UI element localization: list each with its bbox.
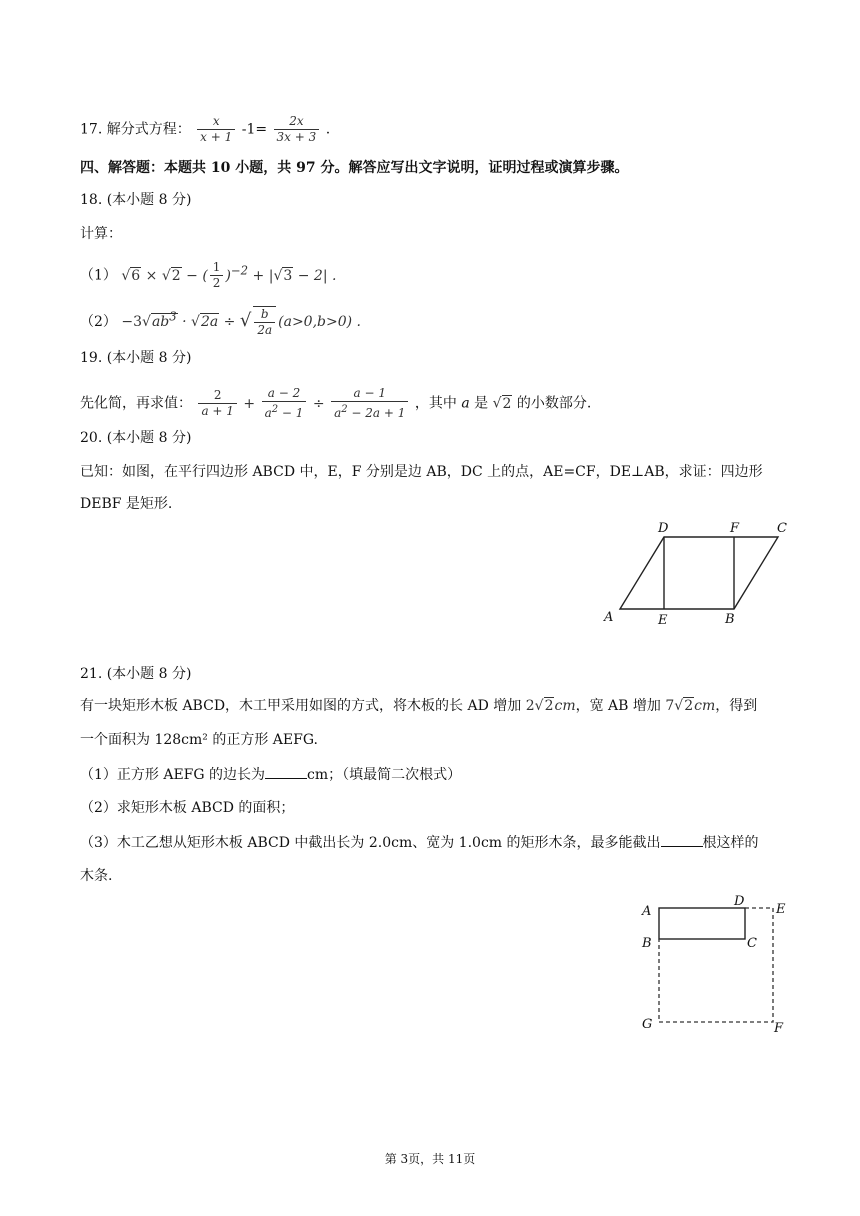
q20-heading: 20. (本小题 8 分) [80, 430, 192, 446]
label-a: A [604, 610, 614, 625]
label-b: B [642, 936, 652, 951]
q21-heading: 21. (本小题 8 分) [80, 666, 192, 682]
q19-line: 先化简，再求值： $\frac{2}{a + 1}$ + $\frac{a - 2}{a^2 - 1}$ ÷ $\frac{a - 1}{a^2 - 2a + 1}$ ，其中 a 是 √2 的小数部分. [80, 386, 592, 420]
q20-parallelogram-figure [596, 516, 796, 632]
q20-line-2: DEBF 是矩形. [80, 496, 173, 512]
q17-line: 17. 解分式方程： $\frac{x}{x + 1}$ -1= $\frac{2x}{3x + 3}$ . [80, 114, 331, 144]
q20-line-1: 已知：如图，在平行四边形 ABCD 中，E，F 分别是边 AB，DC 上的点，AE=CF，DE⊥AB，求证：四边形 [80, 464, 763, 480]
label-c: C [777, 521, 787, 536]
q21-part-2: （2）求矩形木板 ABCD 的面积； [80, 800, 295, 816]
q18-expr-2: $-3√ab^3 \cdot √2a$ ÷ √ $\frac{b}{2a}$ (a>0,b>0) . [121, 307, 361, 337]
q21-part-3: （3）木工乙想从矩形木板 ABCD 中截出长为 2.0cm、宽为 1.0cm 的矩形木条，最多能截出 根这样的 [80, 832, 759, 853]
q18-expr-1: √6 × √2 − ( $\frac{1}{2}$ )$^{-2}$ + |√3 − 2| . [121, 260, 337, 291]
section-4-heading: 四、解答题：本题共 10 小题，共 97 分。解答应写出文字说明，证明过程或演算步骤。 [80, 160, 629, 176]
label-b: B [725, 612, 735, 627]
q21-part-3-end: 木条. [80, 868, 113, 884]
label-g: G [642, 1017, 653, 1032]
q17-fraction-1: $\frac{x}{x + 1}$ [197, 114, 235, 145]
q18-calc-label: 计算： [80, 226, 122, 242]
q18-part-2: $(2) -3√ab^3 \cdot √2a$ ÷ √ $\frac{b}{2a}$ (a>0,b>0) . [80, 307, 361, 337]
q17-mid: -1= [237, 121, 268, 138]
label-f: F [774, 1021, 784, 1036]
answer-blank-2[interactable] [661, 832, 703, 847]
q19-heading: 19. (本小题 8 分) [80, 350, 192, 366]
q17-fraction-2: $\frac{2x}{3x + 3}$ [274, 114, 320, 145]
label-a: A [642, 904, 652, 919]
label-f: F [730, 521, 740, 536]
label-e: E [776, 902, 786, 917]
q21-square-figure [634, 892, 804, 1038]
label-c: C [747, 936, 757, 951]
q18-heading: 18. (本小题 8 分) [80, 192, 192, 208]
label-e: E [658, 613, 668, 628]
label-d: D [658, 521, 669, 536]
q21-line-2: 一个面积为 128cm² 的正方形 AEFG. [80, 732, 318, 748]
q19-expression: $\frac{2}{a + 1}$ + $\frac{a - 2}{a^2 - 1}$ ÷ $\frac{a - 1}{a^2 - 2a + 1}$ [196, 396, 414, 412]
q18-part-1: （1） √6 × √2 − ( $\frac{1}{2}$ )$^{-2}$ + |√3 − 2| . [80, 260, 337, 291]
label-d: D [734, 894, 745, 909]
q17-text: 17. 解分式方程： [80, 121, 191, 138]
answer-blank-1[interactable] [265, 764, 307, 779]
page-footer: 第 3页，共 11页 [384, 1152, 476, 1166]
q21-part-1: （1）正方形 AEFG 的边长为 cm；（填最简二次根式） [80, 764, 461, 785]
q21-line-1: 有一块矩形木板 ABCD，木工甲采用如图的方式，将木板的长 AD 增加 2√2cm，宽 AB 增加 7√2cm，得到 [80, 698, 758, 714]
